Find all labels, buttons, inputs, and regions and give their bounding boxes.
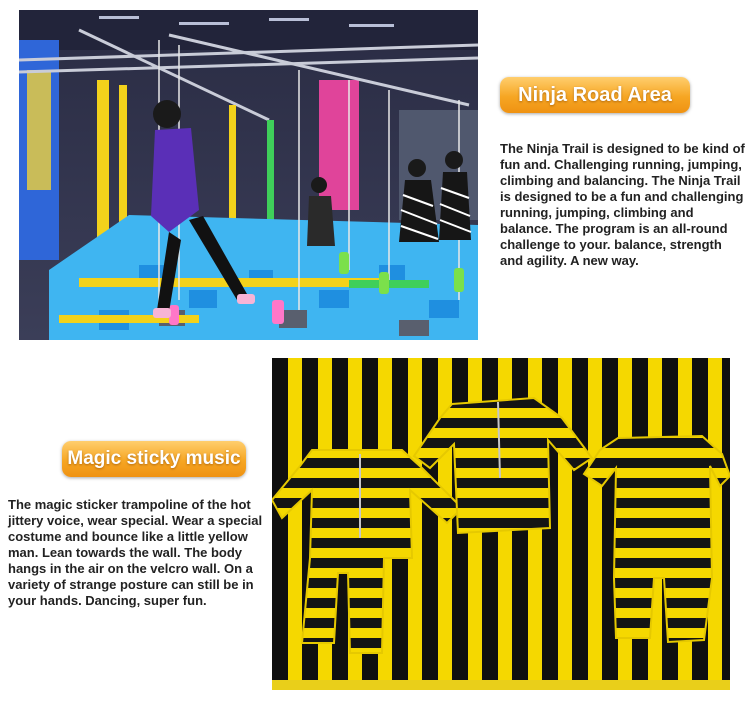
sticky-wall-suits-photo (272, 358, 730, 690)
section-description-magic-sticky-music: The magic sticker trampoline of the hot jittery voice, wear special. Wear a special costume and bounce like a little yellow man. Lean towards the wall. The body hangs in the air on the velcro wall. On a variety of strange posture can still be in your hands. Dancing, super fun. (8, 497, 263, 608)
section-title-ninja-road-area: Ninja Road Area (500, 77, 690, 113)
section-description-ninja-road-area: The Ninja Trail is designed to be kind of fun and. Challenging running, jumping, climbing and balancing. The Ninja Trail is designed to be a fun and challenging running, jumping, climbing and balance. The program is an all-round challenge to your. balance, strength and agility. A new way. (500, 141, 745, 268)
ninja-course-photo (19, 10, 478, 340)
section-title-magic-sticky-music: Magic sticky music (62, 441, 246, 477)
